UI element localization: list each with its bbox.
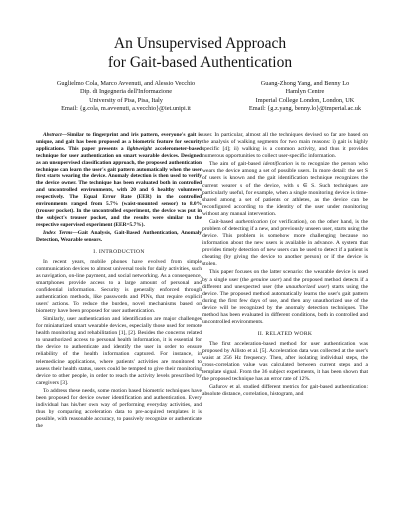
paragraph: This paper focuses on the latter scenario: the wearable device is used by a single user (the genuine user) and the proposed method detects if a different and unexpected user (the unauthorized user) starts using the device. The proposed method automatically learns the user's gait pattern during the first few days of use, and then any unauthorized use of the device will be recognized by the anomaly detection techniques. The method has been evaluated in different conditions, both in controlled and uncontrolled environments. — [202, 269, 368, 325]
title-line-1: An Unsupervised Approach — [113, 35, 287, 52]
paragraph: Similarly, user authentication and identification are major challenges for miniaturized smart wearable devices, especially those used for remote health monitoring and rehabilitation [1], [2]. Besides the concerns related to unauthorized access to personal health information, it is essential for the device to authenticate and identify the user in order to ensure reliability of the health information captured. For instance, in telemedicine applications, where patients' activities are monitored to assess their health status, users could be tempted to give their monitoring device to other people, in order to reach the activity levels prescribed by caregivers [3]. — [36, 316, 202, 386]
index-terms-label: Index Terms — [43, 229, 73, 236]
right-column — [202, 132, 368, 400]
paragraph: The aim of gait-based identification is to recognize the person who wears the device among a set of possible users. In more detail: the set S of users is known and the gait identification technique recognizes the current wearer s of the device, with s ∈ S. Such techniques are particularly useful, for example, when a single monitoring device is time-shared among a set of patients or athletes, as the device can be reconfigured according to the identity of the user under monitoring without any manual intervention. — [202, 161, 369, 217]
author-names: Guglielmo Cola, Marco Avvenuti, and Alessio Vecchio — [56, 80, 196, 87]
title-line-2: for Gait-based Authentication — [107, 54, 293, 71]
paragraph: In recent years, mobile phones have evolved from simple communication devices to almost universal tools for daily activities, such as navigation, on-line payment, and social networking. As a consequence, smartphones provide access to a large amount of personal and confidential information. Security is generally enforced through authentication methods, like passwords and PINs, that require explicit users' actions. To reduce the burden, novel mechanisms based on biometry have been proposed for user authentication. — [36, 258, 202, 315]
paragraph: To address these needs, some motion based biometric techniques have been proposed for device owner identification and authentication. Every individual has his/her own way of performing everyday activities, and thus by comparing acceleration data to pre-acquired templates it is possible, with reasonable accuracy, to passively recognize or authenticate the — [36, 387, 202, 430]
author-names: Guang-Zhong Yang, and Benny Lo — [260, 80, 350, 87]
abstract-label: Abstract — [43, 132, 62, 138]
author-address: University of Pisa, Pisa, Italy — [89, 96, 163, 104]
author-email: Email: {g.cola, m.avvenuti, a.vecchio}@iet.unipi.it — [61, 105, 191, 113]
paragraph: user. In particular, almost all the techniques devised so far are based on the analysis of walking segments for two main reasons: i) gait is highly specific [4]; ii) walking is a common activity, and thus it provides numerous opportunities to collect user-specific information. — [202, 132, 368, 160]
author-address: Imperial College London, London, UK — [255, 96, 355, 104]
author-affiliation: Dip. di Ingegneria dell'Informazione — [79, 88, 173, 96]
abstract: Abstract—Similar to fingerprint and iris pattern, everyone's gait is unique, and gait has been proposed as a biometric feature for security applications. This paper presents a lightweight accelerometer-based technique for user authentication on smart wearable devices. Designed as an unsupervised classification approach, the proposed authentication technique can learn the user's gait pattern automatically when the user first starts wearing the device. Anomaly detection is then used to verify the device owner. The technique has been evaluated both in controlled and uncontrolled environments, with 20 and 6 healthy volunteers respectively. The Equal Error Rate (EER) in the controlled environments ranged from 5.7% (waist-mounted sensor) to 8.0% (trouser pocket). In the uncontrolled experiment, the device was put in the subject's trouser pocket, and the results were similar to the respective supervised experiment (EER=5.7%). — [36, 132, 202, 228]
author-block-pisa — [26, 80, 226, 114]
author-block-imperial — [230, 80, 380, 114]
author-email: Email: {g.z.yang, benny.lo}@imperial.ac.uk — [248, 105, 362, 113]
paragraph: Gait-based authentication (or verification), on the other hand, is the problem of detecting if a new, and previously unseen user, starts using the device. This problem is somehow more challenging because no information about the new users is available in advance. A system that provides timely detection of new users can be used to detect if a patient is cheating (by giving the device to another person) or if the device is stolen. — [202, 218, 368, 268]
paragraph: The first acceleration-based method for user authentication was proposed by Ailisto et al. [5]. Acceleration data was collected at the user's waist at 256 Hz frequency. Then, after isolating individual steps, the cross-correlation value was calculated between current steps and a template signal. From the 36 subject experiments, it has been shown that the proposed technique has an error rate of 12%. — [202, 340, 368, 383]
left-column — [36, 132, 202, 431]
index-terms: Index Terms—Gait Analysis, Gait-Based Authentication, Anomaly Detection, Wearable sensors. — [36, 229, 202, 243]
paper-title — [0, 34, 400, 72]
section-heading-introduction: I. INTRODUCTION — [93, 248, 145, 255]
author-affiliation: Hamlyn Centre — [285, 88, 325, 96]
paragraph: Gafurov et al. studied different metrics for gait-based authentication: absolute distance, correlation, histogram, and — [202, 384, 368, 398]
section-heading-related-work: II. RELATED WORK — [257, 330, 313, 337]
